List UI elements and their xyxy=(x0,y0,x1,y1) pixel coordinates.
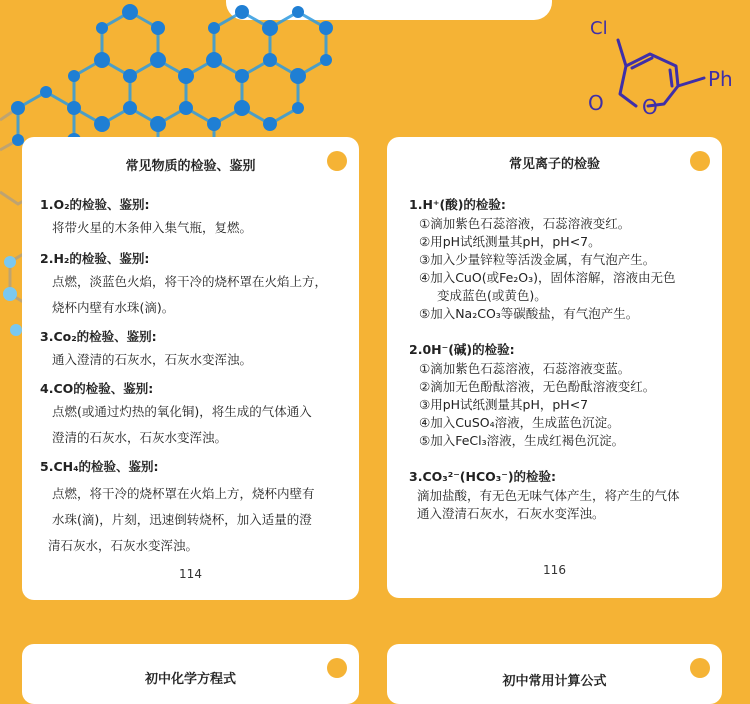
section-line: ②用pH试纸测量其pH，pH<7。 xyxy=(419,234,601,249)
ring-oxygen-label: O xyxy=(642,95,658,118)
section-line: ①滴加紫色石蕊溶液，石蕊溶液变红。 xyxy=(419,216,631,231)
section-line: 通入澄清石灰水，石灰水变浑浊。 xyxy=(417,506,605,521)
section-heading: 4.CO的检验、鉴别: xyxy=(40,381,154,396)
card-ion-identification xyxy=(387,137,722,598)
section-line: 将带火星的木条伸入集气瓶，复燃。 xyxy=(52,220,253,235)
card-substance-identification xyxy=(22,137,359,600)
section-line: ④加入CuO(或Fe₂O₃)，固体溶解，溶液由无色 xyxy=(419,270,676,285)
section-heading: 5.CH₄的检验、鉴别: xyxy=(40,459,159,474)
section-line: 水珠(滴)，片刻，迅速倒转烧杯，加入适量的澄 xyxy=(52,512,312,527)
card-chemical-equations xyxy=(22,644,359,704)
section-heading: 3.CO₃²⁻(HCO₃⁻)的检验: xyxy=(409,469,557,484)
section-line: ①滴加紫色石蕊溶液，石蕊溶液变蓝。 xyxy=(419,361,631,376)
section-heading: 1.H⁺(酸)的检验: xyxy=(409,197,506,212)
card-calculation-formulas xyxy=(387,644,722,704)
section-line: ③加入少量锌粒等活泼金属，有气泡产生。 xyxy=(419,252,656,267)
carbonyl-oxygen-label: O xyxy=(588,91,604,115)
card-title: 初中常用计算公式 xyxy=(502,674,607,689)
section-line: 澄清的石灰水，石灰水变浑浊。 xyxy=(52,430,228,445)
card-title: 常见物质的检验、鉴别 xyxy=(125,159,256,174)
section-heading: 3.Co₂的检验、鉴别: xyxy=(40,329,157,344)
pyranone-formula-illustration xyxy=(578,8,750,118)
section-line: ⑤加入FeCl₃溶液，生成红褐色沉淀。 xyxy=(419,433,625,448)
card-title: 常见离子的检验 xyxy=(508,157,600,172)
section-line: 点燃(或通过灼热的氧化铜)，将生成的气体通入 xyxy=(52,404,312,419)
section-line: 点燃，淡蓝色火焰，将干冷的烧杯罩在火焰上方， xyxy=(52,274,328,289)
chlorine-label: Cl xyxy=(590,18,608,39)
section-line: 清石灰水，石灰水变浑浊。 xyxy=(48,538,199,553)
section-line: 通入澄清的石灰水，石灰水变浑浊。 xyxy=(52,352,253,367)
section-line: ④加入CuSO₄溶液，生成蓝色沉淀。 xyxy=(419,415,620,430)
page-number: 114 xyxy=(179,567,202,581)
card-title: 初中化学方程式 xyxy=(144,672,236,687)
section-line: ③用pH试纸测量其pH，pH<7 xyxy=(419,397,589,412)
section-heading: 1.O₂的检验、鉴别: xyxy=(40,197,150,212)
section-heading: 2.H₂的检验、鉴别: xyxy=(40,251,150,266)
section-heading: 2.0H⁻(碱)的检验: xyxy=(409,342,515,357)
section-line: 点燃，将干冷的烧杯罩在火焰上方，烧杯内壁有 xyxy=(52,486,315,501)
section-line: 滴加盐酸，有无色无味气体产生，将产生的气体 xyxy=(417,488,680,503)
section-line: 变成蓝色(或黄色)。 xyxy=(437,288,547,303)
section-line: ②滴加无色酚酞溶液，无色酚酞溶液变红。 xyxy=(419,379,656,394)
section-line: 烧杯内壁有水珠(滴)。 xyxy=(52,300,175,315)
page-number: 116 xyxy=(543,563,566,577)
section-line: ⑤加入Na₂CO₃等碳酸盐，有气泡产生。 xyxy=(419,306,639,321)
phenyl-label: Ph xyxy=(708,67,733,91)
